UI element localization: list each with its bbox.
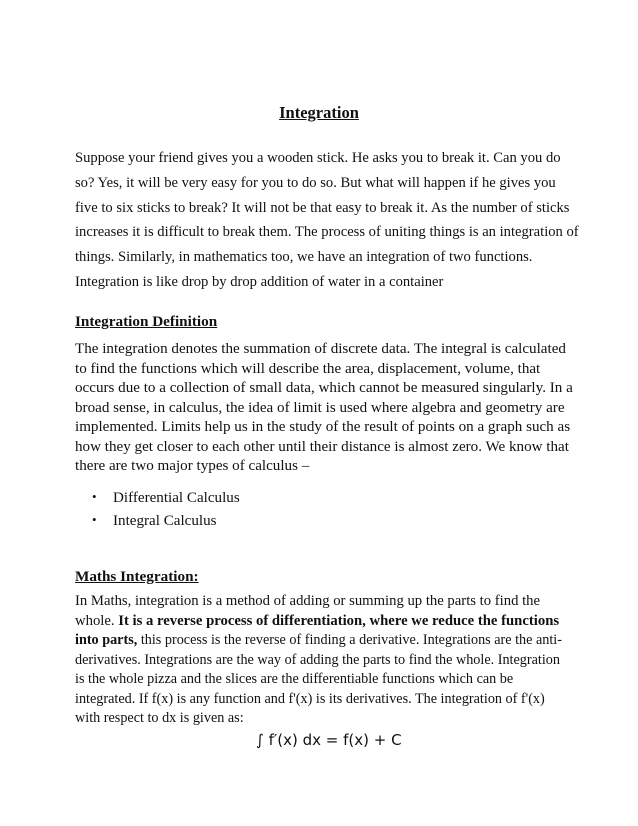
- intro-paragraph: [75, 146, 579, 295]
- definition-paragraph: [75, 340, 575, 477]
- text-line: is the whole pizza and the slices are the differentiable functions which can be: [75, 671, 514, 687]
- text-line: broad sense, in calculus, the idea of limit is used where algebra and geometry are: [75, 399, 565, 416]
- text-line: so? Yes, it will be very easy for you to do so. But what will happen if he gives you: [75, 174, 556, 191]
- calculus-types-list: [92, 486, 240, 532]
- section-heading-definition: Integration Definition: [75, 313, 218, 330]
- text-line: Integration is like drop by drop addition of water in a container: [75, 273, 444, 290]
- maths-integration-paragraph: [75, 592, 575, 729]
- text-line: [75, 631, 575, 651]
- text-line: there are two major types of calculus –: [75, 458, 310, 474]
- bold-text: into parts,: [75, 632, 138, 648]
- list-item-label: Integral Calculus: [113, 513, 217, 529]
- list-item: [92, 486, 240, 509]
- text-line: with respect to dx is given as:: [75, 710, 244, 726]
- text-line: things. Similarly, in mathematics too, we have an integration of two functions.: [75, 249, 533, 266]
- text-line: occurs due to a collection of small data, which cannot be measured singularly. In a: [75, 380, 573, 396]
- text-line: to find the functions which will describe the area, displacement, volume, that: [75, 360, 541, 377]
- text-fragment: this process is the reverse of finding a derivative. Integrations are the anti-: [140, 632, 562, 648]
- text-line: derivatives. Integrations are the way of adding the parts to find the whole. Integration: [75, 651, 560, 668]
- text-line: Suppose your friend gives you a wooden stick. He asks you to break it. Can you do: [75, 150, 561, 166]
- text-line: integrated. If f(x) is any function and f'(x) is its derivatives. The integration of f'(x): [75, 690, 545, 707]
- text-line: [75, 612, 575, 632]
- text-line: In Maths, integration is a method of adding or summing up the parts to find the: [75, 593, 541, 609]
- page-title: Integration: [279, 103, 359, 122]
- list-item-label: Differential Calculus: [113, 490, 240, 506]
- section-heading-maths-integration: Maths Integration:: [75, 568, 199, 585]
- text-line: five to six sticks to break? It will not be that easy to break it. As the number of sticks: [75, 199, 570, 216]
- text-fragment: whole.: [75, 612, 115, 629]
- bullet-icon: •: [92, 512, 97, 527]
- list-item: [92, 509, 240, 532]
- integration-formula: ∫ f′(x) dx = f(x) + C: [256, 731, 402, 749]
- text-line: increases it is difficult to break them. The process of uniting things is an integration of: [75, 224, 579, 241]
- text-line: implemented. Limits help us in the study of the result of points on a graph such as: [75, 419, 571, 435]
- bold-text: It is a reverse process of differentiation, where we reduce the functions: [118, 612, 560, 629]
- text-line: how they get closer to each other until their distance is almost zero. We know that: [75, 438, 569, 455]
- text-line: The integration denotes the summation of discrete data. The integral is calculated: [75, 341, 566, 357]
- bullet-icon: •: [92, 489, 97, 504]
